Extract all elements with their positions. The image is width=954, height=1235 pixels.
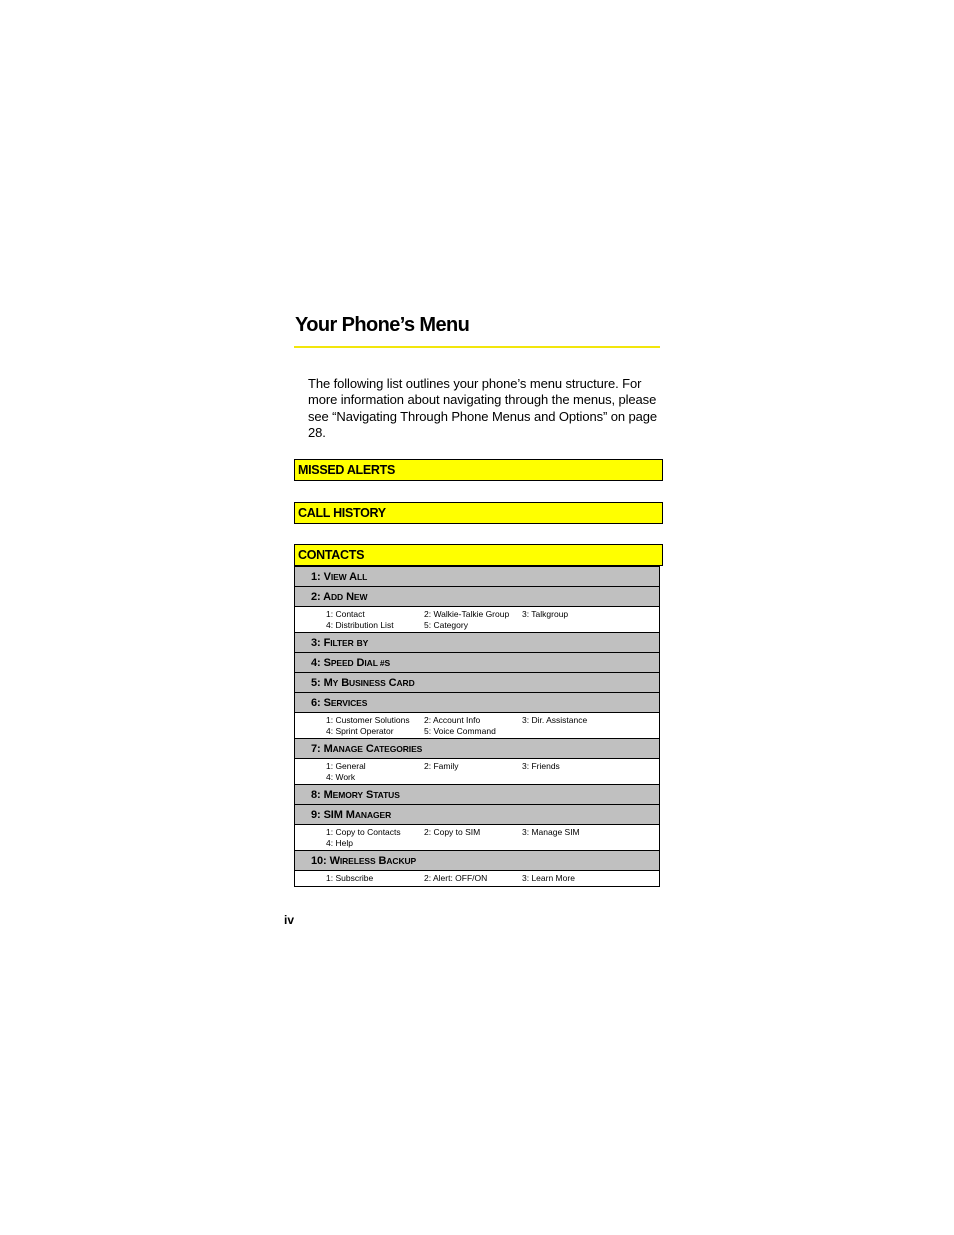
list-item: 2: Alert: OFF/ON bbox=[424, 873, 488, 883]
list-item: 3: Talkgroup bbox=[522, 609, 569, 619]
list-item: 3: Dir. Assistance bbox=[522, 715, 588, 725]
list-item: 2: Account Info bbox=[424, 715, 481, 725]
submenu-wireless-backup bbox=[295, 871, 660, 887]
submenu-manage-categories bbox=[295, 759, 660, 785]
page-number: iv bbox=[284, 913, 295, 927]
menu-row-services: 6: SERVICES bbox=[295, 693, 660, 713]
list-item: 5: Category bbox=[424, 619, 468, 630]
submenu-services bbox=[295, 713, 660, 739]
list-item: 1: Subscribe bbox=[326, 873, 374, 883]
list-item: 5: Voice Command bbox=[424, 725, 496, 736]
list-item: 1: General bbox=[326, 761, 366, 771]
list-item: 2: Walkie-Talkie Group bbox=[424, 609, 510, 619]
menu-row-wireless-backup: 10: WIRELESS BACKUP bbox=[295, 851, 660, 871]
list-item: 4: Help bbox=[326, 837, 353, 848]
list-item: 3: Friends bbox=[522, 761, 560, 771]
menu-row-filter-by: 3: FILTER BY bbox=[295, 633, 660, 653]
list-item: 4: Sprint Operator bbox=[326, 725, 394, 736]
list-item: 2: Copy to SIM bbox=[424, 827, 481, 837]
list-item: 4: Work bbox=[326, 771, 356, 782]
menu-row-memory-status: 8: MEMORY STATUS bbox=[295, 785, 660, 805]
menu-row-add-new: 2: ADD NEW bbox=[295, 587, 660, 607]
title-rule bbox=[294, 346, 660, 348]
list-item: 1: Copy to Contacts bbox=[326, 827, 401, 837]
section-contacts: CONTACTS bbox=[294, 544, 663, 566]
menu-row-view-all: 1: VIEW ALL bbox=[295, 567, 660, 587]
list-item: 4: Distribution List bbox=[326, 619, 394, 630]
contacts-menu-table bbox=[294, 566, 660, 887]
menu-row-my-business-card: 5: MY BUSINESS CARD bbox=[295, 673, 660, 693]
menu-row-manage-categories: 7: MANAGE CATEGORIES bbox=[295, 739, 660, 759]
intro-paragraph: The following list outlines your phone’s menu structure. For more information about navigating through the menus, please see “Navigating Through Phone Menus and Options” on page 28. bbox=[308, 376, 658, 440]
list-item: 3: Learn More bbox=[522, 873, 575, 883]
submenu-sim-manager bbox=[295, 825, 660, 851]
menu-row-speed-dial: 4: SPEED DIAL #S bbox=[295, 653, 660, 673]
list-item: 1: Contact bbox=[326, 609, 365, 619]
list-item: 1: Customer Solutions bbox=[326, 715, 410, 725]
page-title: Your Phone’s Menu bbox=[295, 314, 470, 336]
section-call-history: CALL HISTORY bbox=[294, 502, 663, 524]
list-item: 3: Manage SIM bbox=[522, 827, 580, 837]
submenu-add-new bbox=[295, 607, 660, 633]
menu-row-sim-manager: 9: SIM MANAGER bbox=[295, 805, 660, 825]
section-missed-alerts: MISSED ALERTS bbox=[294, 459, 663, 481]
list-item: 2: Family bbox=[424, 761, 459, 771]
